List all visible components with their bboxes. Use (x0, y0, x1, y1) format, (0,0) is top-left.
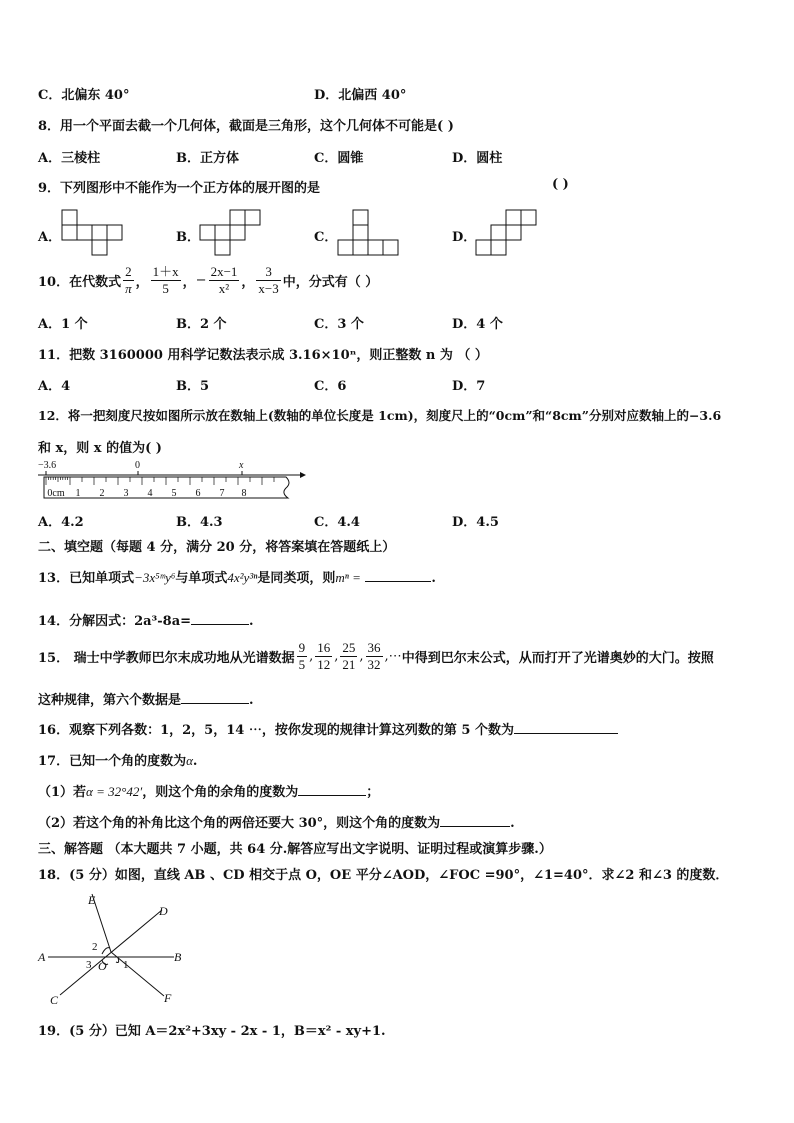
q18-angle-2: 2 (92, 941, 98, 953)
q15-f4-den: 32 (367, 657, 381, 672)
q15-fraction-3 (340, 640, 357, 673)
q15-fraction-2 (315, 640, 332, 673)
q15-f3-num: 25 (342, 640, 356, 655)
q10-fraction-2 (151, 264, 181, 297)
q17-stem (38, 750, 197, 769)
q15-f1-den: 5 (298, 657, 306, 672)
q12-line-1: 12．将一把刻度尺按如图所示放在数轴上(数轴的单位长度是 1cm)，刻度尺上的“0cm”和“8cm”分别对应数轴上的−3.6 (38, 408, 722, 423)
q9-label-d: D． (452, 230, 477, 245)
q18-stem: 18．(5 分）如图，直线 AB 、CD 相交于点 O，OE 平分∠AOD，∠FOC =90°，∠1=40°．求∠2 和∠3 的度数． (38, 868, 729, 883)
q12-ruler-body (44, 477, 289, 498)
q15-fraction-1 (297, 640, 308, 673)
q18-label-o: O (98, 959, 107, 973)
q18-angle-3: 3 (86, 959, 92, 971)
q17-p1-mid: ，则这个角的余角的度数为 (142, 785, 299, 800)
q8-option-d: D．圆柱 (452, 151, 503, 166)
q12-ruler-label-5: 5 (171, 488, 177, 499)
q13-term-2: 4x²y³ⁿ (227, 570, 258, 585)
q15-dots: ,⋯ (384, 649, 402, 664)
q12-axis-arrow (300, 472, 306, 478)
q8-stem: 8．用一个平面去截一个几何体，截面是三角形，这个几何体不可能是( ) (38, 119, 454, 134)
q12-ruler-label-3: 3 (123, 488, 129, 499)
q10-f3-num: 2x−1 (210, 264, 238, 279)
q12-ruler-label-0: 0cm (47, 488, 65, 499)
q10-f1-den: π (125, 281, 132, 296)
q18-angle-1: 1 (123, 959, 129, 971)
q18-label-f: F (164, 991, 172, 1005)
q7-option-c: C．北偏东 40° (38, 88, 130, 103)
q17-alpha: α (186, 753, 193, 768)
q15-prefix: 15． 瑞士中学教师巴尔末成功地从光谱数据 (38, 651, 295, 666)
q19-stem: 19．(5 分）已知 A＝2x²+3xy - 2x - 1，B＝x² - xy+1. (38, 1024, 386, 1039)
q10-option-d: D．4 个 (452, 317, 503, 332)
q12-ruler-label-4: 4 (147, 488, 153, 499)
q13-stem (38, 567, 436, 586)
q9-paren: ( ) (552, 177, 569, 192)
q10-f4-den: x−3 (258, 281, 279, 296)
q15-f4-num: 36 (367, 640, 381, 655)
q10-f1-num: 2 (125, 264, 132, 279)
q18-label-c: C (50, 993, 59, 1007)
q11-option-c: C．6 (314, 379, 347, 394)
q11-option-d: D．7 (452, 379, 486, 394)
q14-answer-blank[interactable] (191, 624, 249, 625)
q10-stem (38, 264, 378, 297)
q10-suffix: 中，分式有（ ） (282, 275, 379, 290)
q15-suffix: 中得到巴尔末公式，从而打开了光谱奥妙的大门。按照 (401, 651, 714, 666)
q12-axis-label-neg: −3.6 (38, 460, 57, 471)
q18-angle-arc-1 (116, 958, 119, 963)
q18-angle-arc-2 (102, 948, 110, 954)
q13-suffix: . (431, 571, 436, 586)
q12-ruler-figure (36, 458, 308, 502)
q12-ruler-label-8: 8 (241, 488, 247, 499)
q13-term-3: mⁿ = (335, 570, 361, 585)
q13-mid: 与单项式 (175, 571, 228, 586)
q17-p2-text: （2）若这个角的补角比这个角的两倍还要大 30°，则这个角的度数为 (38, 816, 441, 831)
q11-stem: 11．把数 3160000 用科学记数法表示成 3.16×10ⁿ，则正整数 n 为 （ ） (38, 348, 488, 363)
q14-suffix: . (249, 614, 254, 629)
q16-answer-blank[interactable] (514, 733, 618, 734)
q12-ruler-label-6: 6 (195, 488, 201, 499)
section-3-heading: 三、解答题 （本大题共 7 小题，共 64 分.解答应写出文字说明、证明过程或演算步骤.） (38, 842, 552, 857)
q15-answer-blank[interactable] (181, 703, 249, 704)
q10-f4-num: 3 (265, 264, 272, 279)
q13-mid-2: 是同类项，则 (257, 571, 336, 586)
q17-p2-answer-blank[interactable] (440, 826, 510, 827)
q10-fraction-1 (123, 264, 134, 297)
q10-fraction-4 (256, 264, 280, 297)
q13-answer-blank[interactable] (365, 581, 431, 582)
q12-ruler-label-2: 2 (99, 488, 105, 499)
q12-option-d: D．4.5 (452, 515, 499, 530)
q15-stem: 15． 瑞士中学教师巴尔末成功地从光谱数据 $\frac{9}{5}$ , $\frac{16}{12}$ , $\frac{25}{21}$ , $\frac{36}{32}$ ,⋯ 中得到巴尔末公式，从而打开了光谱奥妙的大门。按照 (38, 640, 714, 672)
q15-end: . (249, 693, 254, 708)
q17-p1-expr: α = 32°42′ (86, 784, 143, 799)
q15-fraction-4 (366, 640, 383, 673)
q9-net-a (60, 208, 126, 256)
q17-stem-end: . (192, 754, 198, 769)
q18-label-b: B (174, 950, 182, 964)
q18-figure (36, 890, 196, 1010)
q10-option-a: A．1 个 (38, 317, 88, 332)
q10-option-b: B．2 个 (176, 317, 227, 332)
q17-stem-text: 17．已知一个角的度数为 (38, 754, 187, 769)
q10-sep-3: ， (241, 275, 255, 290)
q10-prefix: 10．在代数式 (38, 275, 122, 290)
q9-label-c: C． (314, 230, 338, 245)
q14-text: 14．分解因式：2a³-8a= (38, 614, 192, 629)
q9-net-d (474, 208, 542, 256)
q12-option-a: A．4.2 (38, 515, 84, 530)
q18-label-d: D (159, 904, 168, 918)
q12-axis-label-zero: 0 (135, 460, 140, 471)
q13-prefix: 13．已知单项式 (38, 571, 135, 586)
q16-text: 16．观察下列各数：1，2，5，14 ⋯，按你发现的规律计算这列数的第 5 个数为 (38, 723, 514, 738)
q12-axis-label-x: x (239, 460, 244, 471)
q18-ray-of (111, 952, 164, 996)
q15-f2-den: 12 (317, 657, 331, 672)
q10-sep-1: ， (135, 275, 149, 290)
q14-stem (38, 610, 254, 629)
q11-option-a: A．4 (38, 379, 71, 394)
q9-label-b: B． (176, 230, 200, 245)
q10-fraction-3 (209, 264, 240, 297)
q7-option-d: D．北偏西 40° (314, 88, 407, 103)
q17-p1-end: ； (366, 785, 380, 800)
q10-f3-den: x² (209, 280, 240, 297)
q15-f1-num: 9 (298, 640, 306, 655)
q13-term-1: −3x⁵ᵐy⁶ (134, 570, 176, 585)
q15-f3-den: 21 (342, 657, 356, 672)
q12-option-b: B．4.3 (176, 515, 223, 530)
q18-label-e: E (88, 893, 96, 907)
q10-f2-num: 1＋x (152, 264, 179, 279)
q8-option-c: C．圆锥 (314, 151, 364, 166)
q10-f2-den: 5 (151, 280, 181, 297)
q9-stem: 9．下列图形中不能作为一个正方体的展开图的是 (38, 181, 321, 196)
q15-line2-text: 这种规律，第六个数据是 (38, 693, 182, 708)
q9-net-b (198, 208, 264, 256)
q16-stem (38, 719, 618, 738)
q9-net-c (336, 208, 402, 256)
q10-sep-2: ， (182, 275, 196, 290)
section-2-heading: 二、填空题（每题 4 分，满分 20 分，将答案填在答题纸上） (38, 540, 396, 555)
q12-line-2: 和 x，则 x 的值为( ) (38, 441, 162, 456)
q10-option-c: C．3 个 (314, 317, 364, 332)
q9-label-a: A． (38, 230, 62, 245)
q15-line-2 (38, 689, 254, 708)
q17-part-1 (38, 781, 379, 800)
q8-option-b: B．正方体 (176, 151, 239, 166)
q12-ruler-label-1: 1 (75, 488, 81, 499)
q17-part-2 (38, 812, 515, 831)
q12-axis-ticks (46, 471, 242, 475)
q17-p2-end: . (510, 816, 515, 831)
q18-label-a: A (38, 950, 46, 964)
q17-p1-prefix: （1）若 (38, 785, 87, 800)
q11-option-b: B．5 (176, 379, 210, 394)
q12-ruler-label-7: 7 (219, 488, 225, 499)
q8-option-a: A．三棱柱 (38, 151, 101, 166)
q10-minus: − (195, 273, 207, 288)
q12-option-c: C．4.4 (314, 515, 360, 530)
q17-p1-answer-blank[interactable] (298, 795, 366, 796)
q15-f2-num: 16 (317, 640, 331, 655)
